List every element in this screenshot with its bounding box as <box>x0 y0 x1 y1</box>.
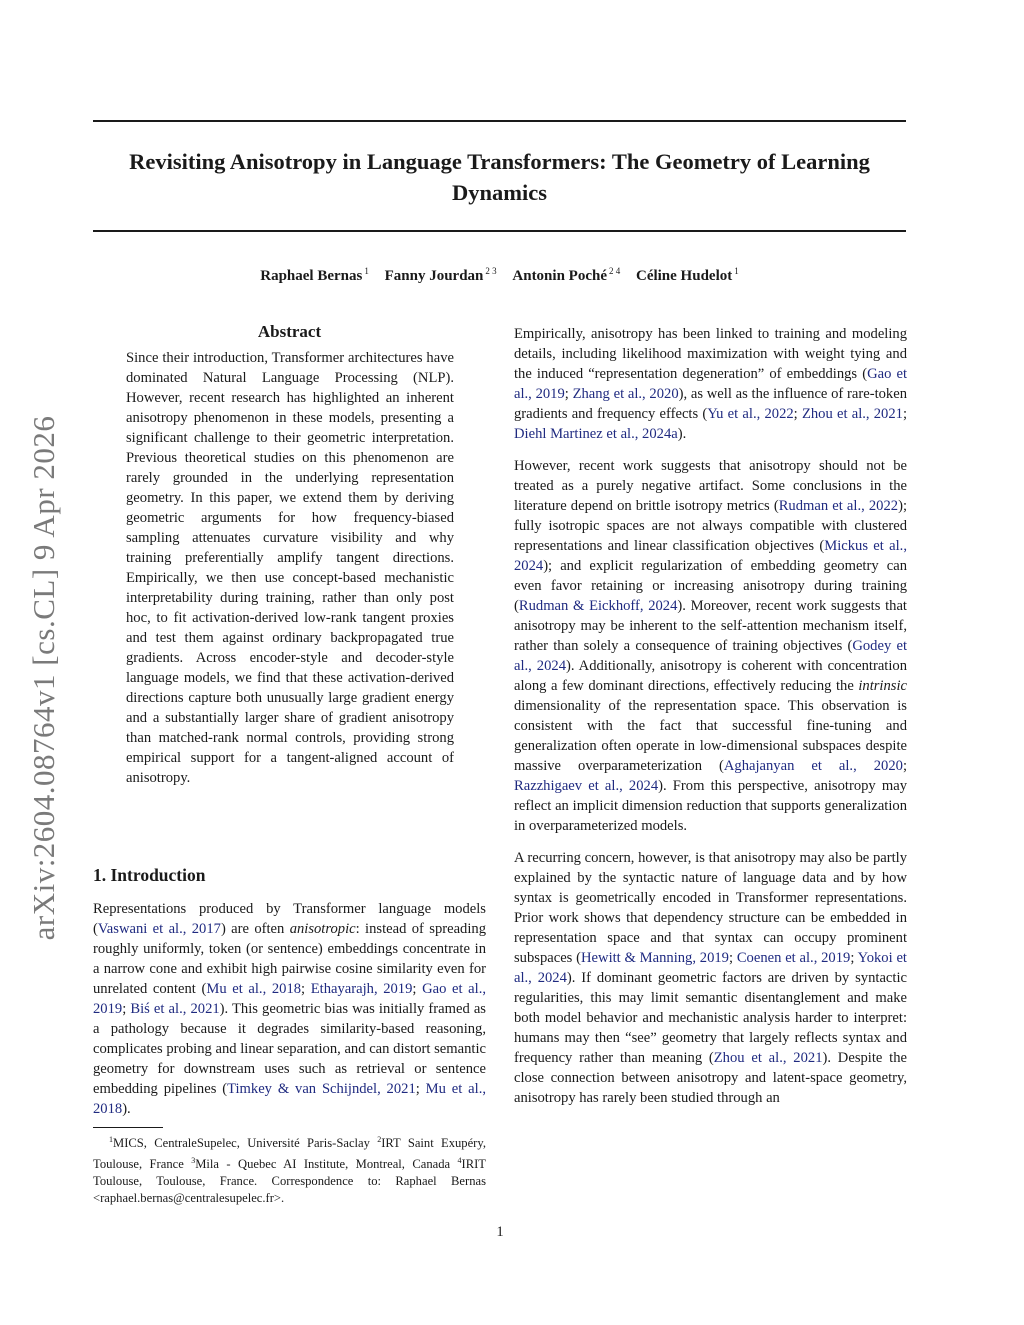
citation-link[interactable]: Hewitt & Manning, 2019 <box>581 950 729 966</box>
citation-link[interactable]: Timkey & van Schijndel, 2021 <box>227 1081 416 1097</box>
introduction-paragraph: Representations produced by Transformer language models (Vaswani et al., 2017) are often anisotropic: instead of spreading roughly uniformly, token (or sentence) embeddings concentrate in a narrow cone and exhibit high pairwise cosine similarity even for unrelated content (Mu et al., 2018; Ethayarajh, 2019; Gao et al., 2019; Biś et al., 2021). This geometric bias was initially framed as a pathology because it degrades similarity-based reasoning, complicates probing and linear separation, and can distort semantic geometry for downstream uses such as retrieval or sentence embedding pipelines (Timkey & van Schijndel, 2021; Mu et al., 2018). <box>93 901 487 1117</box>
citation-link[interactable]: Zhou et al., 2021 <box>801 406 903 422</box>
author: Antonin Poché $^{2 4}$ <box>512 266 621 284</box>
citation-link[interactable]: Razzhigaev et al., 2024 <box>514 778 659 794</box>
author: Fanny Jourdan $^{2 3}$ <box>384 266 497 284</box>
title-rule-top <box>93 120 906 122</box>
citation-link[interactable]: Gao et al., 2019 <box>93 981 487 1017</box>
body-paragraph: However, recent work suggests that anisotropy should not be treated as a purely negative artifact. Some conclusions in the literature depend on brittle isotropy metrics (Rudman et al., 2022); fully isotropic spaces are not always compatible with clustered representations and linear classification objectives (Mickus et al., 2024); and explicit regularization of embedding geometry can even favor retaining or increasing anisotropy during training (Rudman & Eickhoff, 2024). Moreover, recent work suggests that anisotropy may be inherent to the self-attention mechanism itself, rather than solely a consequence of training objectives (Godey et al., 2024). Additionally, anisotropy is coherent with concentration along a few dominant directions, effectively reducing the intrinsic dimensionality of the representation space. This observation is consistent with the fact that successful fine-tuning and generalization often operate in low-dimensional subspaces despite massive overparameterization (Aghajanyan et al., 2020; Razzhigaev et al., 2024). From this perspective, anisotropy may reflect an implicit dimension reduction that supports generalization in overparameterized models. <box>514 458 908 834</box>
citation-link[interactable]: Vaswani et al., 2017 <box>97 921 221 937</box>
section-heading-introduction: 1. Introduction <box>93 865 206 885</box>
abstract-heading: Abstract <box>257 322 322 341</box>
citation-link[interactable]: Biś et al., 2021 <box>130 1001 220 1017</box>
citation-link[interactable]: Mu et al., 2018 <box>206 981 302 997</box>
author: Céline Hudelot $^1$ <box>635 266 739 284</box>
citation-link[interactable]: Zhang et al., 2020 <box>572 386 679 402</box>
affiliations-footnote: $^1$MICS, CentraleSupelec, Université Paris-Saclay $^2$IRT Saint Exupéry, Toulouse, France $^3$Mila - Quebec AI Institute, Montreal, Canada $^4$IRIT Toulouse, Toulouse, France. Correspondence to: Raphael Bernas <raphael.bernas@centralesupelec.fr>. <box>93 1135 486 1205</box>
citation-link[interactable]: Yu et al., 2022 <box>707 406 794 422</box>
affiliation-mark: 1 <box>364 266 369 276</box>
citation-link[interactable]: Yokoi et al., 2024 <box>514 950 907 986</box>
citation-link[interactable]: Rudman et al., 2022 <box>778 498 899 514</box>
citation-link[interactable]: Diehl Martinez et al., 2024a <box>514 426 678 442</box>
affiliation-mark: 1 <box>734 266 739 276</box>
author: Raphael Bernas $^1$ <box>260 266 369 284</box>
author-list <box>93 266 906 285</box>
citation-link[interactable]: Mickus et al., 2024 <box>514 538 907 574</box>
page-number: 1 <box>496 1224 504 1240</box>
citation-link[interactable]: Gao et al., 2019 <box>514 366 907 402</box>
citation-link[interactable]: Zhou et al., 2021 <box>713 1050 823 1066</box>
citation-link[interactable]: Rudman & Eickhoff, 2024 <box>518 598 678 614</box>
citation-link[interactable]: Aghajanyan et al., 2020 <box>723 758 903 774</box>
citation-link[interactable]: Coenen et al., 2019 <box>736 950 851 966</box>
body-paragraph: A recurring concern, however, is that anisotropy may also be partly explained by the syntactic nature of language data and by how syntax is geometrically encoded in Transformer representations. Prior work shows that dependency structure can be embedded in representation space and that syntax can occupy prominent subspaces (Hewitt & Manning, 2019; Coenen et al., 2019; Yokoi et al., 2024). If dominant geometric factors are driven by syntactic regularities, this may limit semantic disentanglement and make both model behavior and mechanistic analysis harder to interpret: humans may then “see” geometry that largely reflects syntax and frequency rather than meaning (Zhou et al., 2021). Despite the close connection between anisotropy and latent-space geometry, anisotropy has rarely been studied through an <box>514 850 907 1106</box>
citation-link[interactable]: Godey et al., 2024 <box>514 638 907 674</box>
abstract-text: Since their introduction, Transformer architectures have dominated Natural Language Processing (NLP). However, recent research has highlighted an inherent anisotropy phenomenon in these models, presenting a significant challenge to their geometric interpretation. Previous theoretical studies on this phenomenon are rarely grounded in the underlying representation geometry. In this paper, we extend them by deriving geometric arguments for how frequency-biased sampling attenuates curvature visibility and why training preferentially amplify tangent directions. Empirically, we then use concept-based mechanistic interpretability during training, rather than only post hoc, to fit activation-derived low-rank tangent proxies and test them against ordinary backpropagated true gradients. Across encoder-style and decoder-style language models, we find that these activation-derived directions capture both unusually large gradient energy and a substantially larger share of gradient anisotropy than matched-rank normal controls, providing strong empirical support for a tangent-aligned account of anisotropy. <box>126 350 454 786</box>
right-column <box>514 324 907 1120</box>
citation-link[interactable]: Mu et al., 2018 <box>93 1081 486 1117</box>
affiliation-mark: 2 3 <box>485 266 497 276</box>
affiliation-mark: 2 4 <box>608 266 621 276</box>
body-paragraph: Empirically, anisotropy has been linked to training and modeling details, including likelihood maximization with weight tying and the induced “representation degeneration” of embeddings (Gao et al., 2019; Zhang et al., 2020), as well as the influence of rare-token gradients and frequency effects (Yu et al., 2022; Zhou et al., 2021; Diehl Martinez et al., 2024a). <box>514 326 908 442</box>
footnote-rule <box>93 1127 163 1128</box>
citation-link[interactable]: Ethayarajh, 2019 <box>310 981 413 997</box>
paper-title: Revisiting Anisotropy in Language Transformers: The Geometry of Learning Dynamics <box>129 149 870 205</box>
title-rule-bottom <box>93 230 906 232</box>
arxiv-identifier-stamp: arXiv:2604.08764v1 [cs.CL] 9 Apr 2026 <box>26 415 61 941</box>
